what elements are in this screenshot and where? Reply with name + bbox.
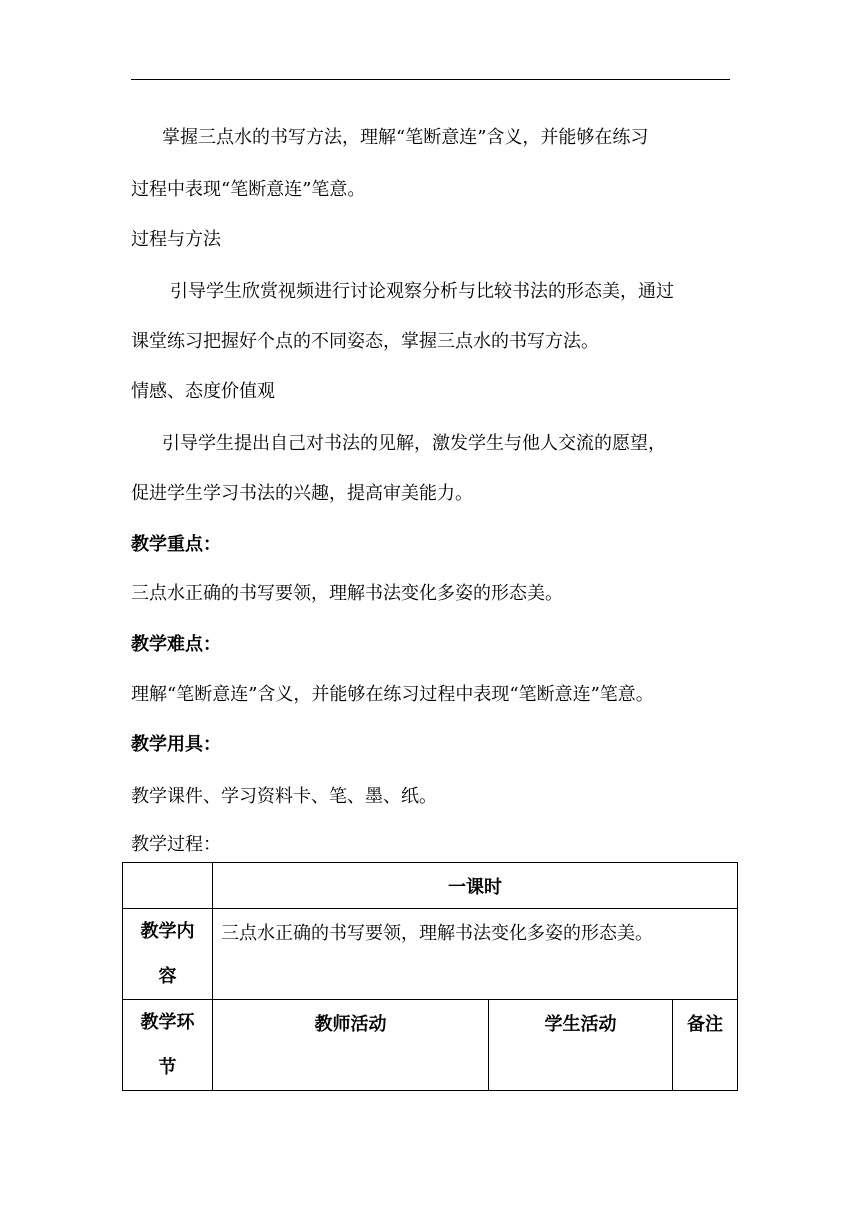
difficulties-text: 理解“笔断意连”含义，并能够在练习过程中表现“笔断意连”笔意。 (131, 684, 654, 705)
heading-procedure: 教学过程： (131, 834, 221, 855)
header-rule (131, 79, 730, 80)
heading-tools: 教学用具： (131, 734, 221, 755)
heading-difficulties: 教学难点： (131, 634, 221, 655)
table-row-title (123, 863, 738, 909)
process-paragraph-line-1: 引导学生欣赏视频进行讨论观察分析与比较书法的形态美，通过 (170, 281, 674, 302)
heading-process-method: 过程与方法 (131, 229, 221, 250)
emotion-paragraph-line-2: 促进学生学习书法的兴趣，提高审美能力。 (131, 483, 473, 504)
tools-text: 教学课件、学习资料卡、笔、墨、纸。 (131, 786, 437, 807)
teacher-activity-header: 教师活动 (213, 1000, 489, 1091)
lesson-table (122, 862, 738, 1091)
notes-header: 备注 (673, 1000, 738, 1091)
student-activity-header: 学生活动 (489, 1000, 673, 1091)
table-title-cell: 一课时 (213, 863, 738, 909)
heading-key-points: 教学重点： (131, 534, 221, 555)
emotion-paragraph-line-1: 引导学生提出自己对书法的见解，激发学生与他人交流的愿望， (162, 433, 666, 454)
table-cell-empty (123, 863, 213, 909)
objective-paragraph-line-2: 过程中表现“笔断意连”笔意。 (131, 179, 366, 200)
table-row-content (123, 909, 738, 1000)
stage-label-cell (123, 1000, 213, 1091)
heading-emotion-values: 情感、态度价值观 (131, 381, 275, 402)
process-paragraph-line-2: 课堂练习把握好个点的不同姿态，掌握三点水的书写方法。 (131, 331, 599, 352)
content-text-cell: 三点水正确的书写要领，理解书法变化多姿的形态美。 (213, 909, 738, 1000)
table-row-columns (123, 1000, 738, 1091)
content-label-cell (123, 909, 213, 1000)
stage-label: 教学环节 (140, 1012, 195, 1078)
objective-paragraph-line-1: 掌握三点水的书写方法，理解“笔断意连”含义，并能够在练习 (162, 127, 649, 148)
key-points-text: 三点水正确的书写要领，理解书法变化多姿的形态美。 (131, 583, 563, 604)
content-label: 教学内容 (140, 921, 195, 987)
